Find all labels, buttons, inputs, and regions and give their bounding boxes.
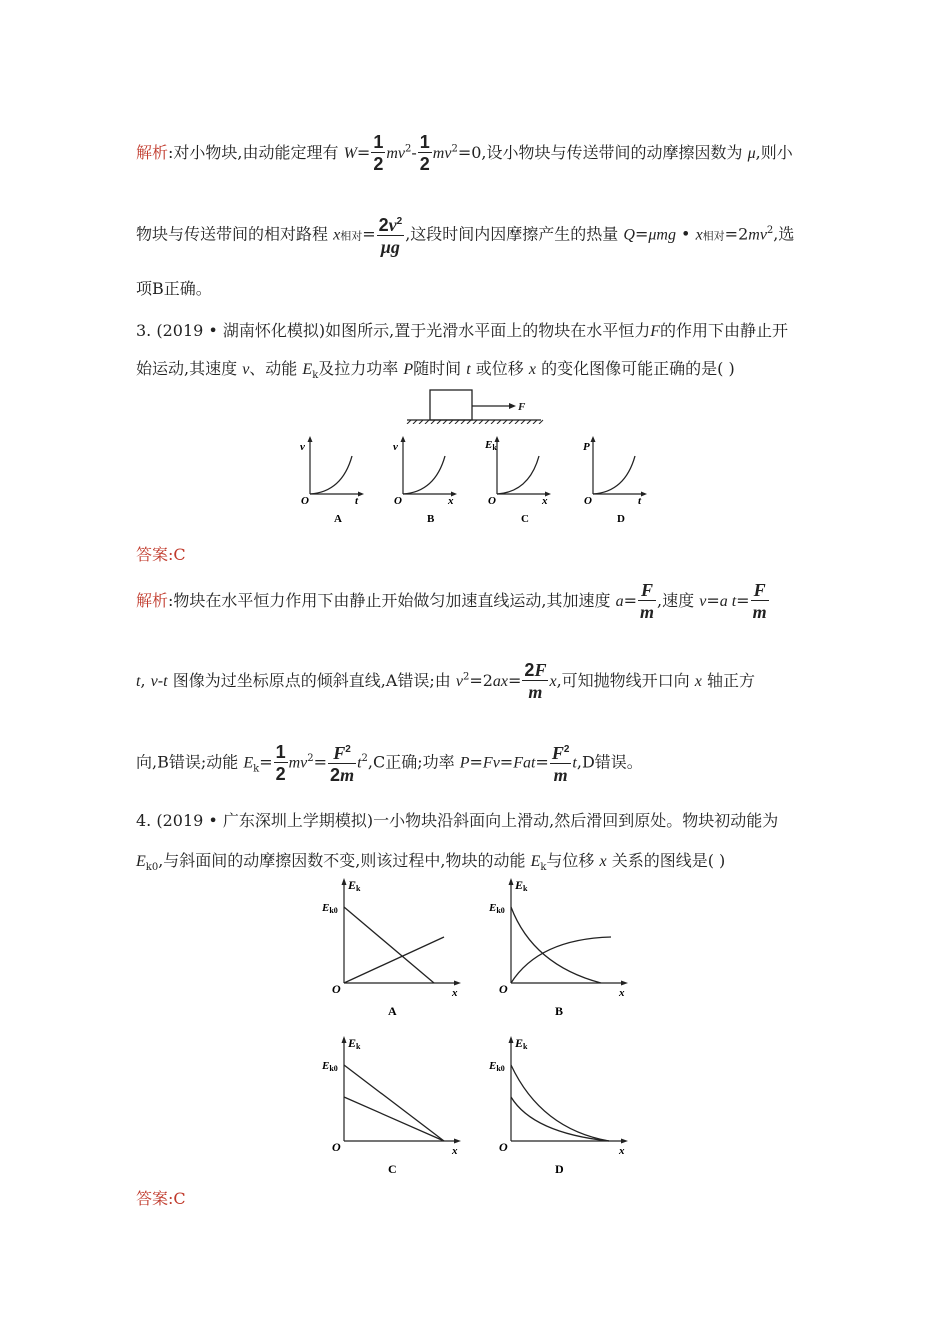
svg-text:O: O <box>488 495 496 507</box>
svg-text:Ek0: Ek0 <box>322 902 338 915</box>
axis-y-label: v <box>393 441 398 453</box>
question-3-solution-line-2: t, v-t 图像为过坐标原点的倾斜直线,A错误;由 $v^2=2ax=$ $\frac{2F}{m}$ x,可知抛物线开口向 x 轴正方 <box>136 660 755 702</box>
question-3-stem-line-1: 3. (2019 • 湖南怀化模拟)如图所示,置于光滑水平面上的物块在水平恒力F的作用下由静止开 <box>136 321 789 340</box>
question-3-graph-d <box>581 436 653 526</box>
question-3-solution-line-3: 向,B错误;动能 $E_k=$ $\frac{1}{2}$ $mv^2=$ $\frac{F^2}{2m}$ $t^2,C$正确;功率 P=Fv=Fat= $\frac{F^2}{m}$ t,D错误。 <box>136 741 643 785</box>
svg-text:O: O <box>499 982 508 996</box>
svg-text:Ek0: Ek0 <box>489 1060 505 1073</box>
question-3-graph-b <box>391 436 463 526</box>
svg-text:O: O <box>584 495 592 507</box>
svg-text:x: x <box>619 1145 625 1157</box>
graph-label: D <box>555 1162 564 1176</box>
svg-text:O: O <box>332 982 341 996</box>
question-3-solution-line-1: 解析:物块在水平恒力作用下由静止开始做匀加速直线运动,其加速度 a= $\frac{F}{m}$ ,速度 v=a t= $\frac{F}{m}$ <box>136 580 767 622</box>
solution-2-line-1: 解析:对小物块,由动能定理有 W= $\frac{1}{2}$ $mv^2-$ $\frac{1}{2}$ $mv^2=0$,设小物块与传送带间的动摩擦因数为 μ,则小 <box>136 132 793 174</box>
svg-text:F: F <box>518 401 526 413</box>
svg-text:x: x <box>452 1145 458 1157</box>
solution-2-line-3: 项B正确。 <box>136 279 212 298</box>
solution-label: 解析 <box>136 143 169 162</box>
question-4-graph-b <box>485 875 635 1020</box>
svg-text:Ek: Ek <box>348 1036 361 1051</box>
svg-text:x: x <box>619 987 625 999</box>
svg-text:O: O <box>301 495 309 507</box>
graph-label: B <box>555 1004 564 1018</box>
svg-text:O: O <box>332 1140 341 1154</box>
question-4-graph-a <box>318 875 468 1020</box>
question-3-graph-c <box>485 436 557 526</box>
svg-text:Ek0: Ek0 <box>489 902 505 915</box>
question-3-graph-a <box>298 436 370 526</box>
question-4-stem-line-2: $E_{k0}$,与斜面间的动摩擦因数不变,则该过程中,物块的动能 $E_k$与位移 x 关系的图线是( ) <box>136 851 726 874</box>
block-force-diagram <box>405 388 545 424</box>
solution-2-line-2: 物块与传送带间的相对路程 x相对= $\frac{2v^2}{\mu g}$ ,这段时间内因摩擦产生的热量 Q=μmg • x相对$=2mv^2$,选 <box>136 212 794 258</box>
axis-x-label: x <box>448 495 454 507</box>
svg-text:Ek: Ek <box>515 1036 528 1051</box>
question-4-graph-c <box>318 1033 468 1178</box>
question-3-answer: 答案:C <box>136 545 186 564</box>
svg-text:x: x <box>452 987 458 999</box>
question-3-stem-line-2: 始运动,其速度 v、动能 $E_k$及拉力功率 P随时间 t 或位移 x 的变化图像可能正确的是( ) <box>136 359 735 382</box>
graph-label: A <box>334 513 342 525</box>
question-4-graph-d <box>485 1033 635 1178</box>
svg-text:Ek0: Ek0 <box>322 1060 338 1073</box>
svg-text:O: O <box>394 495 402 507</box>
graph-label: B <box>427 513 435 525</box>
graph-label: A <box>388 1004 397 1018</box>
axis-y-label: P <box>583 441 590 453</box>
svg-text:Ek: Ek <box>515 878 528 893</box>
question-4-stem-line-1: 4. (2019 • 广东深圳上学期模拟)一小物块沿斜面向上滑动,然后滑回到原处。物块初动能为 <box>136 811 779 830</box>
axis-x-label: t <box>355 495 359 507</box>
axis-x-label: x <box>542 495 548 507</box>
axis-x-label: t <box>638 495 642 507</box>
graph-label: C <box>388 1162 397 1176</box>
axis-y-label: E <box>485 439 493 451</box>
axis-y-label: v <box>300 441 305 453</box>
graph-label: D <box>617 513 625 525</box>
question-4-answer: 答案:C <box>136 1189 186 1208</box>
svg-text:O: O <box>499 1140 508 1154</box>
svg-text:Ek: Ek <box>485 439 497 452</box>
graph-label: C <box>521 513 529 525</box>
svg-text:Ek: Ek <box>348 878 361 893</box>
